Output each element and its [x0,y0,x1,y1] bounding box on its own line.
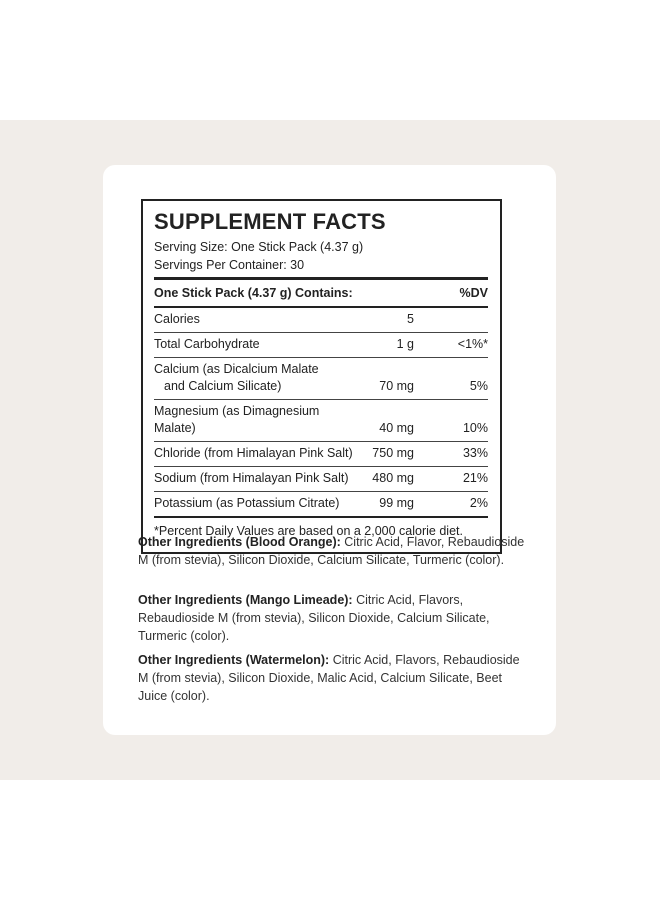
nutrient-amount: 40 mg [379,421,414,435]
servings-per-container: Servings Per Container: 30 [154,258,305,272]
ingredients-mango-limeade [138,591,528,645]
nutrient-dv: 10% [462,421,488,435]
nutrient-dv: 21% [462,471,488,485]
header-dv-label: %DV [459,286,488,300]
nutrient-row [154,332,488,357]
nutrient-amount: 99 mg [379,496,414,510]
nutrient-amount: 750 mg [372,446,414,460]
nutrient-amount: 70 mg [379,379,414,393]
nutrient-dv: 2% [469,496,488,510]
serving-size: Serving Size: One Stick Pack (4.37 g) [154,240,364,254]
daily-value-footnote: *Percent Daily Values are based on a 2,000 calorie diet. [154,516,488,546]
facts-title: SUPPLEMENT FACTS [154,209,386,234]
nutrient-name: Magnesium (as Dimagnesium Malate) [154,404,320,435]
nutrient-name-multiline [154,361,360,395]
nutrient-name-continued: and Calcium Silicate) [164,379,282,393]
nutrient-row [154,441,488,466]
facts-header-row [154,280,488,306]
nutrient-name: Total Carbohydrate [154,337,260,351]
nutrient-name: Chloride (from Himalayan Pink Salt) [154,446,353,460]
nutrient-name: Calories [154,312,200,326]
ingredients-text: Citric Acid, Flavor, Rebaudioside M (from stevia), Silicon Dioxide, Calcium Silicate, Turmeric (color). [138,535,525,567]
nutrient-row [154,466,488,491]
nutrient-amount: 5 [407,312,414,326]
nutrient-name: Potassium (as Potassium Citrate) [154,496,340,510]
supplement-facts-panel [141,199,502,554]
label-card [103,165,556,735]
nutrient-name: Calcium (as Dicalcium Malate [154,362,319,376]
ingredients-label: Other Ingredients (Mango Limeade): [138,593,353,607]
nutrient-dv: <1%* [457,337,488,351]
nutrient-row [154,399,488,441]
ingredients-label: Other Ingredients (Watermelon): [138,653,330,667]
ingredients-text: Citric Acid, Flavors, Rebaudioside M (from stevia), Silicon Dioxide, Calcium Silicate, Turmeric (color). [138,593,490,643]
nutrient-amount: 480 mg [372,471,414,485]
header-amount-label: One Stick Pack (4.37 g) Contains: [154,286,353,300]
ingredients-label: Other Ingredients (Blood Orange): [138,535,341,549]
nutrient-dv: 33% [462,446,488,460]
nutrient-dv: 5% [469,379,488,393]
ingredients-blood-orange [138,533,528,569]
nutrient-name: Sodium (from Himalayan Pink Salt) [154,471,349,485]
nutrient-amount: 1 g [396,337,414,351]
nutrient-row [154,491,488,516]
ingredients-text: Citric Acid, Flavors, Rebaudioside M (from stevia), Silicon Dioxide, Malic Acid, Calcium Silicate, Beet Juice (color). [138,653,520,703]
ingredients-watermelon [138,651,528,705]
nutrient-row [154,306,488,332]
nutrient-row [154,357,488,399]
